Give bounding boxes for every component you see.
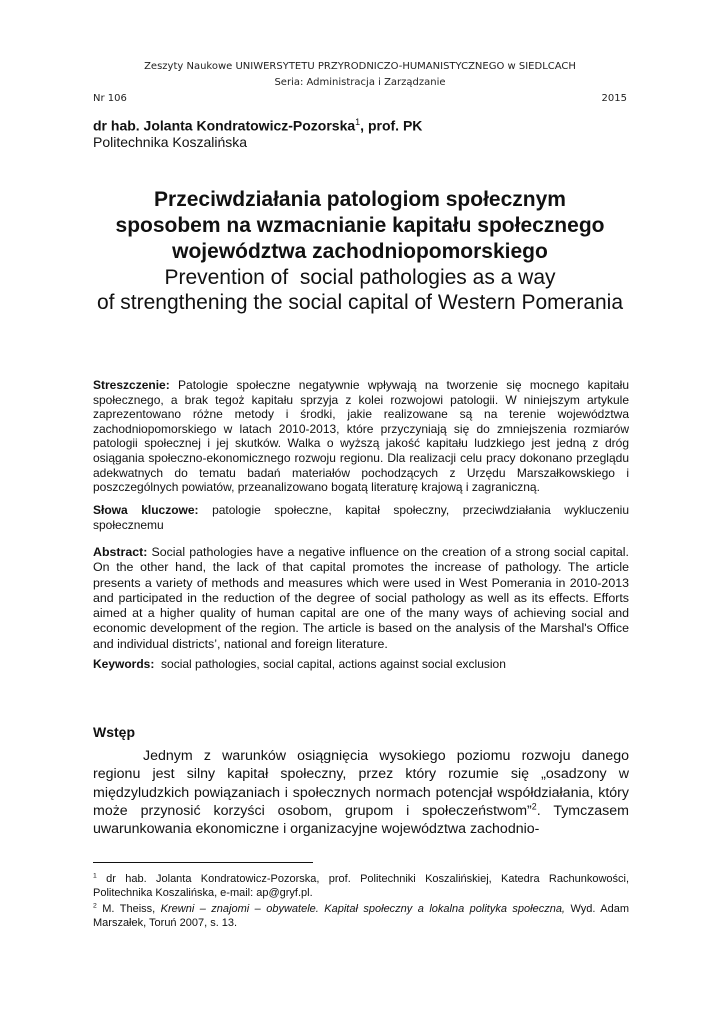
keywords-paragraph [93,657,629,672]
footnote-mark: 1 [93,872,97,880]
title-polish-line: województwa zachodniopomorskiego [172,240,548,263]
intro-heading: Wstęp [93,724,135,740]
keywords-label: Keywords: [93,657,155,671]
title-polish [60,187,660,265]
streszczenie-label: Streszczenie: [93,378,170,392]
footnote-text: M. Theiss, [102,903,161,915]
title-english [60,265,660,315]
intro-footnote-mark: 2 [531,801,537,812]
author-name: dr hab. Jolanta Kondratowicz-Pozorska [93,117,356,134]
intro-paragraph [93,747,629,838]
footnote-text-tail: Wyd. Adam Marszałek, Toruń 2007, s. 13. [93,903,630,929]
footnote-1 [93,872,629,900]
footnote-mark: 2 [93,902,97,910]
journal-series: Seria: Administracja i Zarządzanie [274,77,446,88]
intro-text-continued: . Tymczasem uwarunkowania ekonomiczne i organizacyjne województwa zachodnio- [93,802,629,838]
title-english-line: of strengthening the social capital of Western Pomerania [96,291,624,314]
author-title: , prof. PK [360,117,423,134]
issue-number: Nr 106 [93,93,127,104]
intro-text: Jednym z warunków osiągnięcia wysokiego poziomu rozwoju danego regionu jest silny kapitał społeczny, przez który rozumie się „osadzony w międzyludzkich powiązaniach i społecznych normach potencjał współdziałania, który może przynosić korzyści osobom, grupom i społeczeństwom” [93,748,629,819]
keywords-text: social pathologies, social capital, actions against social exclusion [161,657,506,671]
author-line [93,117,422,134]
streszczenie-text: Patologie społeczne negatywnie wpływają na tworzenie się mocnego kapitału społecznego, a brak tegoż kapitału sprzyja z kolei rozwojowi patologii. W niniejszym artykule zaprezentowano różne metody i środki, jakie realizowane są na terenie województwa zachodniopomorskiego w latach 2010-2013, które przyczyniają się do zmniejszenia rozmiarów patologii społecznej i jej skutków. Walka o wyższą jakość kapitału ludzkiego jest jedną z dróg osiągania społeczno-ekonomicznego rozwoju regionu. Dla realizacji celu pracy dokonano przeglądu adekwatnych do tematu badań materiałów pochodzących z Urzędu Marszałkowskiego i poszczególnych powiatów, przeanalizowano bogatą literaturę krajową i zagraniczną. [93,378,629,495]
title-polish-line: Przeciwdziałania patologiom społecznym [154,188,566,211]
abstract-text: Social pathologies have a negative influence on the creation of a strong social capital. On the other hand, the lack of that capital promotes the increase of pathology. The article presents a variety of methods and measures which were used in West Pomerania in 2010-2013 and participated in the reduction of the degree of social pathology as well as its effects. Efforts aimed at a higher quality of human capital are one of the many ways of achieving social and economic development of the region. The article is based on the analysis of the Marshal's Office and individual districts’, national and foreign literature. [93,545,629,651]
streszczenie-paragraph [93,378,629,495]
abstract-label: Abstract: [93,545,148,559]
slowa-kluczowe-text: patologie społeczne, kapitał społeczny, przeciwdziałania wykluczeniu społecznemu [93,503,629,532]
author-affiliation: Politechnika Koszalińska [93,134,248,150]
title-english-line: Prevention of social pathologies as a way [164,266,556,289]
issue-year: 2015 [601,93,627,104]
footnote-2 [93,902,629,930]
abstract-paragraph [93,545,629,652]
footnote-book-title: Krewni – znajomi – obywatele. Kapitał społeczny a lokalna polityka społeczna, [160,903,565,915]
slowa-kluczowe-paragraph [93,503,629,532]
journal-title: Zeszyty Naukowe UNIWERSYTETU PRZYRODNICZO-HUMANISTYCZNEGO w SIEDLCACH [144,61,576,72]
footnote-divider [93,862,313,863]
footnote-text: dr hab. Jolanta Kondratowicz-Pozorska, prof. Politechniki Koszalińskiej, Katedra Rachunkowości, Politechnika Koszalińska, e-mail: ap@gryf.pl. [93,873,630,899]
slowa-kluczowe-label: Słowa kluczowe: [93,503,199,517]
author-footnote-mark: 1 [355,117,361,127]
title-polish-line: sposobem na wzmacnianie kapitału społecznego [115,214,605,237]
